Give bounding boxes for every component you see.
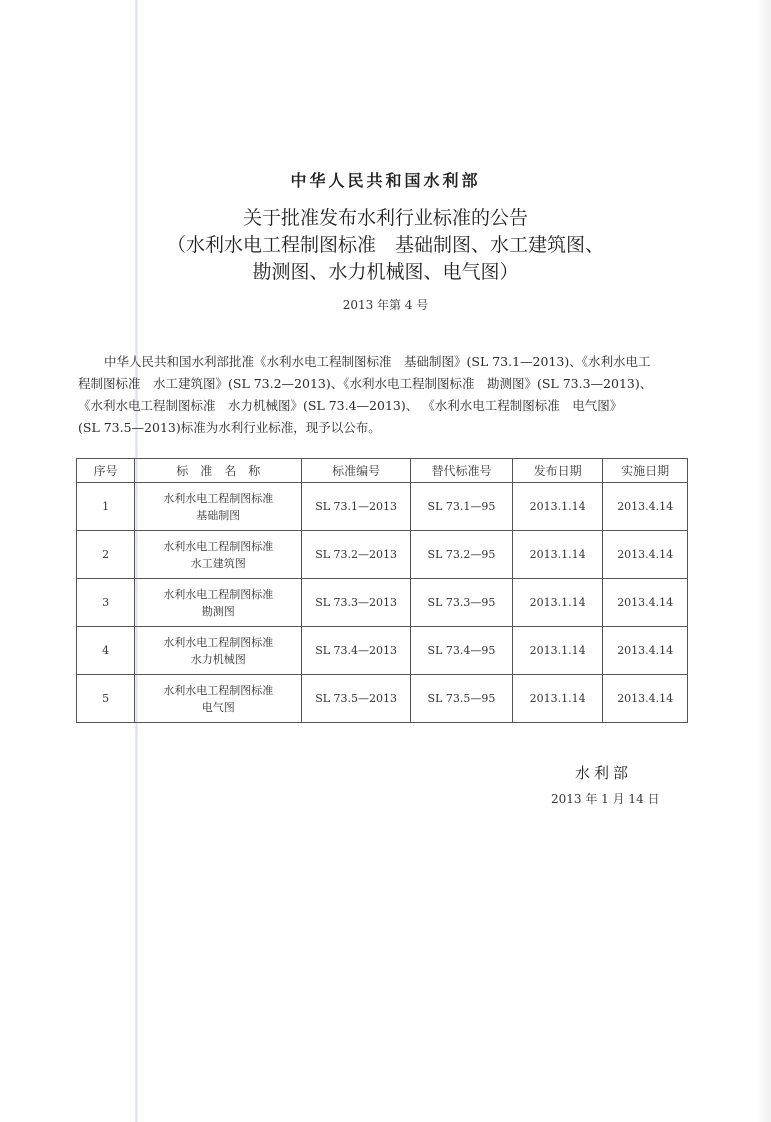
cell-serial-no: 1: [77, 483, 135, 531]
cell-standard-name: [135, 627, 302, 675]
cell-standard-code: SL 73.4—2013: [302, 627, 411, 675]
table-row: [77, 627, 688, 675]
issue-number: 2013 年第 4 号: [342, 298, 429, 312]
table-row: [77, 579, 688, 627]
cell-standard-name: [135, 531, 302, 579]
cell-effective-date: 2013.4.14: [603, 483, 688, 531]
cell-effective-date: 2013.4.14: [603, 579, 688, 627]
name-line-2: 勘测图: [201, 604, 235, 618]
cell-publish-date: 2013.1.14: [512, 531, 603, 579]
cell-standard-code: SL 73.1—2013: [302, 483, 411, 531]
name-line-1: 水利水电工程制图标准: [163, 635, 274, 649]
cell-publish-date: 2013.1.14: [512, 675, 603, 723]
announcement-title-line-2: （水利水电工程制图标准 基础制图、水工建筑图、: [166, 234, 604, 256]
header-standard-name: 标 准 名 称: [135, 459, 302, 483]
cell-standard-code: SL 73.3—2013: [302, 579, 411, 627]
cell-serial-no: 2: [77, 531, 135, 579]
cell-effective-date: 2013.4.14: [603, 675, 688, 723]
body-paragraph-line-4: (SL 73.5—2013)标准为水利行业标准，现予以公布。: [78, 420, 381, 435]
table-row: [77, 675, 688, 723]
body-paragraph-line-2: 程制图标准 水工建筑图》(SL 73.2—2013)、《水利水电工程制图标准 勘测图》(SL 73.3—2013)、: [78, 376, 653, 391]
cell-serial-no: 4: [77, 627, 135, 675]
signature-organization: 水利部: [575, 764, 633, 782]
body-paragraph-line-1: 中华人民共和国水利部批准《水利水电工程制图标准 基础制图》(SL 73.1—2013)、《水利水电工: [104, 354, 651, 369]
header-replaced-code: 替代标准号: [411, 459, 513, 483]
cell-standard-name: [135, 579, 302, 627]
name-line-1: 水利水电工程制图标准: [163, 539, 274, 553]
table-row: [77, 483, 688, 531]
cell-effective-date: 2013.4.14: [603, 627, 688, 675]
cell-replaced-code: SL 73.4—95: [411, 627, 513, 675]
announcement-title-line-1: 关于批准发布水利行业标准的公告: [242, 207, 528, 229]
body-paragraph-line-3: 《水利水电工程制图标准 水力机械图》(SL 73.4—2013)、 《水利水电工程制图标准 电气图》: [78, 398, 623, 413]
standards-table: [76, 458, 688, 723]
header-standard-code: 标准编号: [302, 459, 411, 483]
header-effective-date: 实施日期: [603, 459, 688, 483]
cell-effective-date: 2013.4.14: [603, 531, 688, 579]
name-line-1: 水利水电工程制图标准: [163, 587, 274, 601]
cell-standard-name: [135, 675, 302, 723]
cell-publish-date: 2013.1.14: [512, 627, 603, 675]
table-header-row: [77, 459, 688, 483]
name-line-2: 水工建筑图: [190, 556, 246, 570]
cell-replaced-code: SL 73.5—95: [411, 675, 513, 723]
cell-serial-no: 3: [77, 579, 135, 627]
cell-serial-no: 5: [77, 675, 135, 723]
cell-publish-date: 2013.1.14: [512, 579, 603, 627]
name-line-2: 水力机械图: [190, 652, 246, 666]
name-line-1: 水利水电工程制图标准: [163, 491, 274, 505]
header-serial-no: 序号: [77, 459, 135, 483]
cell-standard-code: SL 73.2—2013: [302, 531, 411, 579]
name-line-1: 水利水电工程制图标准: [163, 683, 274, 697]
announcement-title-line-3: 勘测图、水力机械图、电气图）: [252, 261, 519, 283]
cell-replaced-code: SL 73.3—95: [411, 579, 513, 627]
cell-standard-name: [135, 483, 302, 531]
cell-publish-date: 2013.1.14: [512, 483, 603, 531]
cell-replaced-code: SL 73.2—95: [411, 531, 513, 579]
cell-replaced-code: SL 73.1—95: [411, 483, 513, 531]
name-line-2: 电气图: [201, 700, 235, 714]
cell-standard-code: SL 73.5—2013: [302, 675, 411, 723]
table-row: [77, 531, 688, 579]
header-publish-date: 发布日期: [512, 459, 603, 483]
ministry-name: 中华人民共和国水利部: [290, 171, 481, 190]
signature-date: 2013 年 1 月 14 日: [551, 792, 660, 806]
name-line-2: 基础制图: [196, 508, 241, 522]
